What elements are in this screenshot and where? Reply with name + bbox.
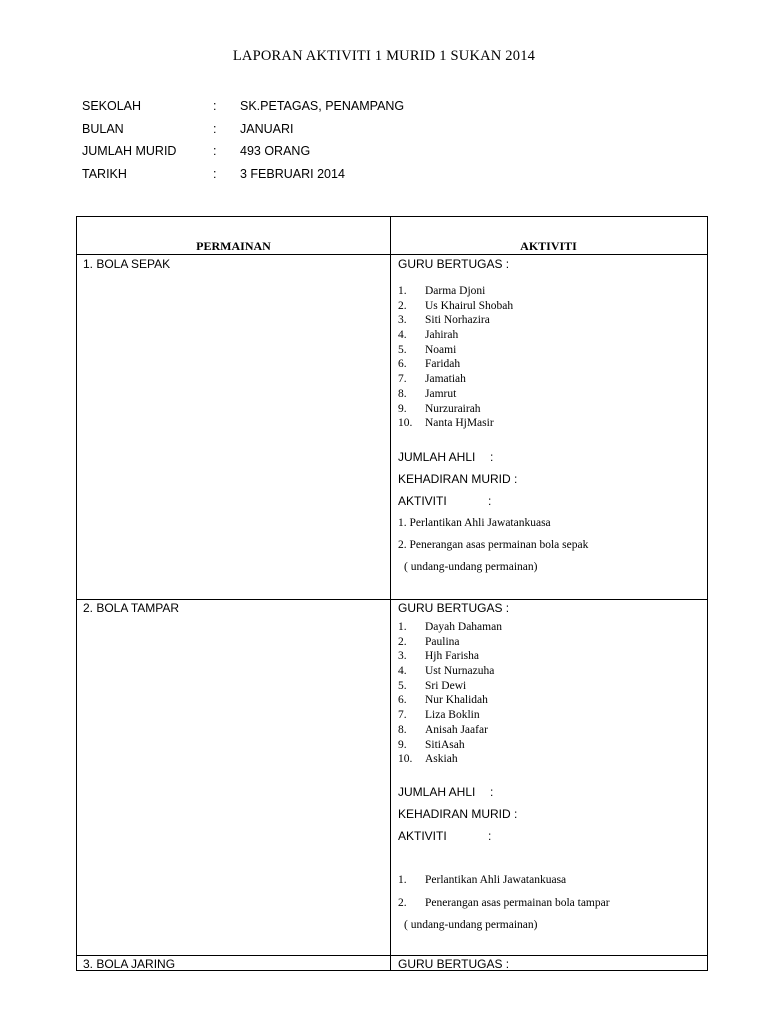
activity-table: PERMAINAN AKTIVITI 1. BOLA SEPAK GURU BERTUGAS : 1. Darma Djoni 2. Us Khairul Shobah 3. Siti Norhazira 4. Jahirah 5. Noami 6. Faridah 7. Jamatiah 8. Jamrut 9. Nurzurairah 10. Nanta HjMasir JUMLAH AHLI : KEHADIRAN MURID : AKTIVITI : 1. Perlantikan Ahli Jawatankuasa 2. Penerangan asas permainan bola sepak ( undang-undang permainan) 2. BOLA TAMPAR GURU BERTUGAS : 1. Dayah Dahaman 2. Paulina 3. Hjh Farisha 4. Ust Nurnazuha 5. Sri Dewi 6. Nur Khalidah 7. Liza Boklin 8. Anisah Jaafar 9. SitiAsah 10. Askiah JUMLAH AHLI : KEHADIRAN MURID : AKTIVITI : 1. Perlantikan Ahli Jawatankuasa 2. Penerangan asas permainan bola tampar ( undang-undang permainan) 3. BOLA JARING GURU BERTUGAS : [76,216,708,971]
info-colon: : [213,121,217,136]
guru-bertugas-label: GURU BERTUGAS : [398,957,510,971]
activity-note: ( undang-undang permainan) [404,919,538,931]
jumlah-ahli-field: JUMLAH AHLI : [398,450,494,464]
info-label: JUMLAH MURID [82,144,177,158]
info-value: JANUARI [240,121,294,136]
info-label: TARIKH [82,166,127,181]
info-colon: : [213,99,217,113]
game-name: 2. BOLA TAMPAR [83,601,180,615]
table-column-divider [390,217,391,970]
header-permainan: PERMAINAN [196,239,271,253]
info-colon: : [213,144,217,158]
table-row-divider [77,254,707,255]
activity-item: 1. Perlantikan Ahli Jawatankuasa [398,517,551,529]
table-row-divider [77,599,707,600]
activity-item: 2. Penerangan asas permainan bola sepak [398,539,589,551]
info-value: SK.PETAGAS, PENAMPANG [240,99,405,113]
guru-bertugas-label: GURU BERTUGAS : [398,257,510,271]
game-name: 1. BOLA SEPAK [83,257,171,271]
table-row-divider [77,955,707,956]
kehadiran-murid-field: KEHADIRAN MURID : [398,807,518,821]
aktiviti-field: AKTIVITI : [398,494,492,508]
kehadiran-murid-field: KEHADIRAN MURID : [398,472,518,486]
jumlah-ahli-field: JUMLAH AHLI : [398,785,494,799]
info-label: BULAN [82,121,124,136]
report-title: LAPORAN AKTIVITI 1 MURID 1 SUKAN 2014 [232,48,536,64]
info-label: SEKOLAH [82,99,142,113]
game-name: 3. BOLA JARING [83,957,176,971]
info-colon: : [213,166,217,181]
info-value: 493 ORANG [240,144,311,158]
guru-bertugas-label: GURU BERTUGAS : [398,601,510,615]
aktiviti-field: AKTIVITI : [398,829,492,843]
info-value: 3 FEBRUARI 2014 [240,166,345,181]
activity-note: ( undang-undang permainan) [404,561,538,573]
header-aktiviti: AKTIVITI [520,239,577,253]
